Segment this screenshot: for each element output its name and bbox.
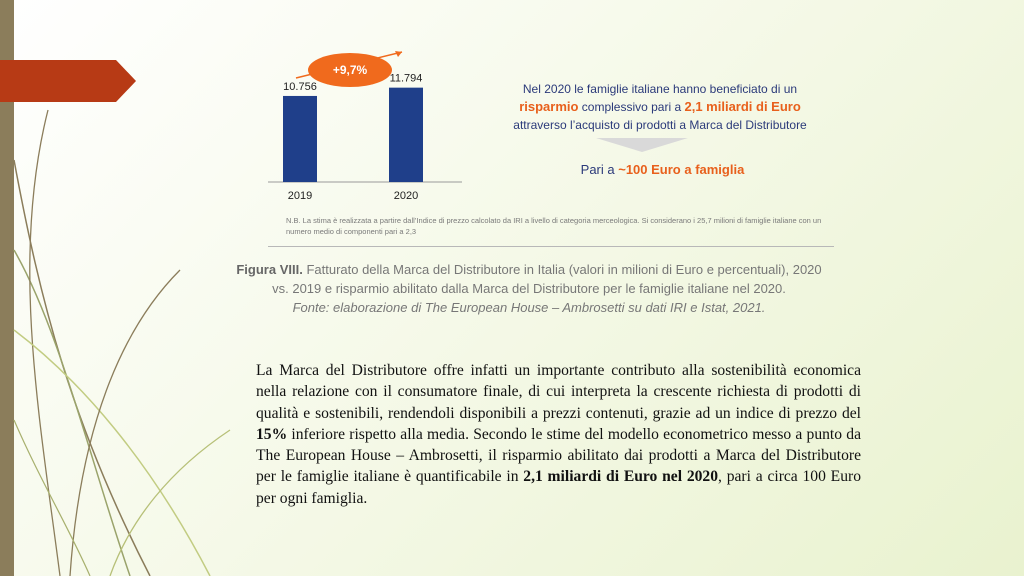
info-line-2-mid: complessivo pari a — [578, 100, 685, 114]
caption-source-text: Fonte: elaborazione di The European House – Ambrosetti su dati IRI e Istat, 2021. — [292, 300, 766, 315]
pari-highlight: ~100 Euro a famiglia — [618, 162, 745, 177]
body-part-2: inferiore rispetto alla media. Secondo le stime del modello econometrico messo a punto da The European House – Ambrosetti, il risparmio abilitato dai prodotti a Marca del Distributore per le famiglie italiane è quantificabile in — [256, 425, 861, 486]
bar-chart — [262, 48, 482, 208]
info-line-1: Nel 2020 le famiglie italiane hanno beneficiato di un — [522, 82, 798, 96]
info-line-3: attraverso l’acquisto di prodotti a Marca del Distributore — [513, 118, 807, 132]
footnote: N.B. La stima è realizzata a partire dall’Indice di prezzo calcolato da IRI a livello di categoria merceologica. Si considerano i 25,7 milioni di famiglie italiane con un numero medio di componenti pari a 2,3 — [286, 216, 822, 236]
category-label-2019: 2019 — [287, 190, 313, 202]
caption-text-1: Fatturato della Marca del Distributore in Italia (valori in milioni di Euro e percentuali), 2020 — [302, 262, 822, 277]
slide-arrow-shape — [0, 60, 136, 102]
caption-line-2: vs. 2019 e risparmio abilitato dalla Marca del Distributore per le famiglie italiane nel 2020. — [272, 281, 786, 296]
body-paragraph — [256, 360, 861, 509]
info-line-2 — [510, 98, 810, 116]
value-label-2020: 11.794 — [389, 72, 423, 85]
divider-line — [268, 246, 834, 247]
info-highlight-amount: 2,1 miliardi di Euro — [684, 99, 801, 114]
savings-info — [510, 80, 810, 134]
body-bold-amount: 2,1 miliardi di Euro nel 2020 — [523, 468, 719, 486]
info-highlight-risparmio: risparmio — [519, 99, 579, 114]
caption-label: Figura VIII. — [236, 262, 303, 277]
body-part-3: , pari a circa 100 Euro per ogni famiglia. — [256, 468, 861, 507]
bar-2020 — [389, 88, 423, 182]
growth-badge-text: +9,7% — [332, 63, 368, 77]
bar-2019 — [283, 96, 317, 182]
figure-caption — [236, 260, 822, 317]
pari-prefix: Pari a — [580, 162, 619, 177]
down-chevron-shape — [596, 138, 688, 154]
caption-source — [236, 298, 822, 317]
body-part-1: La Marca del Distributore offre infatti un importante contributo alla sostenibilità economica nella relazione con il consumatore finale, di cui interpreta la crescente richiesta di prodotti di qualità e sostenibili, rendendoli disponibili a prezzi contenuti, grazie ad un indice di prezzo del — [256, 362, 861, 422]
category-label-2020: 2020 — [393, 190, 419, 202]
per-family-saving — [560, 162, 765, 177]
value-label-2019: 10.756 — [283, 80, 317, 93]
body-bold-percent: 15% — [256, 425, 288, 443]
caption-line-1 — [236, 260, 822, 279]
